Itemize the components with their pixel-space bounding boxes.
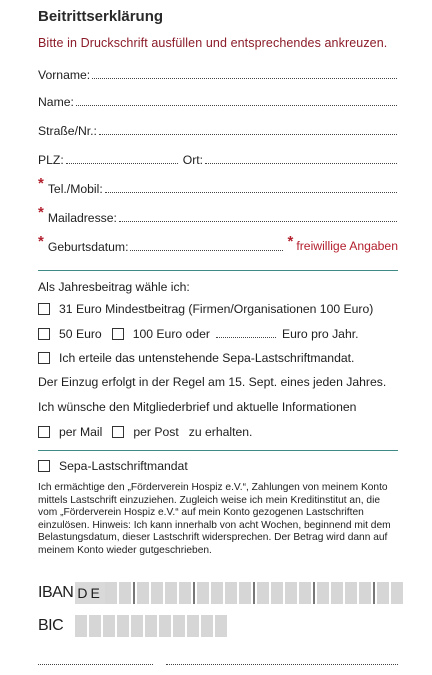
bic-digit-box[interactable]: [103, 615, 115, 637]
iban-digit-box[interactable]: [225, 582, 237, 604]
strasse-line[interactable]: [99, 133, 397, 135]
iban-digit-box[interactable]: [165, 582, 177, 604]
iban-digit-box[interactable]: [285, 582, 297, 604]
iban-digit-box[interactable]: [377, 582, 389, 604]
option-50-label: 50 Euro: [59, 327, 102, 341]
optional-star-icon: *: [287, 233, 294, 250]
newsletter-text: Ich wünsche den Mitgliederbrief und aktuelle Informationen: [38, 400, 357, 414]
plz-ort-field[interactable]: [38, 149, 398, 167]
iban-digit-box[interactable]: [359, 582, 371, 604]
optional-star-icon: *: [38, 204, 44, 221]
iban-digit-box[interactable]: [317, 582, 329, 604]
iban-group-separator: [193, 582, 195, 604]
optional-note-text: freiwillige Angaben: [296, 239, 398, 253]
option-min-checkbox[interactable]: [38, 303, 50, 315]
name-field[interactable]: [38, 91, 398, 109]
bic-digit-box[interactable]: [215, 615, 227, 637]
bic-digit-box[interactable]: [173, 615, 185, 637]
newsletter-options-row: [38, 425, 412, 439]
iban-group-separator: [133, 582, 135, 604]
plz-label: PLZ:: [38, 153, 64, 167]
signature-line[interactable]: [166, 663, 398, 665]
ort-line[interactable]: [205, 162, 397, 164]
sepa-option-row: [38, 351, 412, 365]
bic-label: BIC: [38, 617, 64, 634]
iban-digit-box[interactable]: [119, 582, 131, 604]
iban-digit-box[interactable]: [151, 582, 163, 604]
vorname-label: Vorname:: [38, 68, 91, 82]
option-100-checkbox[interactable]: [112, 328, 124, 340]
section-divider: [38, 270, 398, 271]
option-min-row: [38, 302, 412, 316]
sepa-option-label: Ich erteile das untenstehende Sepa-Lastschriftmandat.: [59, 351, 355, 365]
geburtsdatum-line[interactable]: [130, 249, 282, 251]
form-title: Beitrittserklärung: [38, 8, 164, 25]
geburtsdatum-label: Geburtsdatum:: [47, 240, 129, 254]
optional-star-icon: *: [38, 233, 44, 250]
tel-label: Tel./Mobil:: [47, 182, 103, 196]
name-label: Name:: [38, 95, 74, 109]
iban-digit-box[interactable]: [391, 582, 403, 604]
ort-label: Ort:: [182, 153, 204, 167]
iban-field[interactable]: [38, 581, 405, 605]
iban-group-separator: [253, 582, 255, 604]
sepa-option-checkbox[interactable]: [38, 352, 50, 364]
optional-note: [287, 233, 398, 254]
sepa-title: Sepa-Lastschriftmandat: [59, 459, 188, 473]
sepa-mandate-checkbox[interactable]: [38, 460, 50, 472]
plz-line[interactable]: [66, 162, 178, 164]
vorname-field[interactable]: [38, 64, 398, 82]
iban-digit-box[interactable]: [105, 582, 117, 604]
bic-digit-box[interactable]: [131, 615, 143, 637]
iban-digit-box[interactable]: [299, 582, 311, 604]
zu-erhalten-label: zu erhalten.: [188, 425, 253, 439]
iban-digit-box[interactable]: [331, 582, 343, 604]
iban-digit-box[interactable]: [211, 582, 223, 604]
form-hint: Bitte in Druckschrift ausfüllen und entsprechendes ankreuzen.: [38, 36, 388, 50]
iban-digit-box[interactable]: [239, 582, 251, 604]
bic-field[interactable]: [38, 614, 229, 638]
iban-digit-box[interactable]: [271, 582, 283, 604]
bic-digit-box[interactable]: [75, 615, 87, 637]
tel-field[interactable]: [38, 175, 398, 196]
sepa-mandate-text: Ich ermächtige den „Förderverein Hospiz e.V.“, Zahlungen von meinem Konto mittels Lastschrift einzuziehen. Zugleich weise ich mein Kreditinstitut an, die vom „Förderverein Hospiz e.V.“ auf mein Konto gezogenen Lastschriften einzulösen. Hinweis: Ich kann innerhalb von acht Wochen, beginnend mit dem Belastungsdatum, dieser Lastschrift widersprechen. Der Betrag wird dann auf meinem Konto wieder gutgeschrieben.: [38, 482, 391, 556]
einzug-text: Der Einzug erfolgt in der Regel am 15. Sept. eines jeden Jahres.: [38, 375, 387, 389]
vorname-line[interactable]: [92, 77, 397, 79]
bic-digit-box[interactable]: [187, 615, 199, 637]
option-min-label: 31 Euro Mindestbeitrag (Firmen/Organisationen 100 Euro): [59, 302, 374, 316]
geburtsdatum-field[interactable]: [38, 233, 398, 254]
mail-line[interactable]: [119, 220, 397, 222]
bic-digit-box[interactable]: [201, 615, 213, 637]
tel-line[interactable]: [105, 191, 397, 193]
mail-label: Mailadresse:: [47, 211, 117, 225]
iban-country-prefix: DE: [75, 582, 104, 604]
iban-digit-box[interactable]: [137, 582, 149, 604]
per-post-label: per Post: [133, 425, 179, 439]
option-amount-row: [38, 327, 412, 341]
per-year-label: Euro pro Jahr.: [281, 327, 359, 341]
option-50-checkbox[interactable]: [38, 328, 50, 340]
sepa-title-row: [38, 459, 412, 473]
bic-digit-box[interactable]: [145, 615, 157, 637]
optional-star-icon: *: [38, 175, 44, 192]
strasse-field[interactable]: [38, 120, 398, 138]
iban-group-separator: [313, 582, 315, 604]
bic-digit-box[interactable]: [117, 615, 129, 637]
per-mail-checkbox[interactable]: [38, 426, 50, 438]
beitrag-heading: Als Jahresbeitrag wähle ich:: [38, 280, 190, 294]
option-100-label: 100 Euro oder: [132, 327, 210, 341]
iban-digit-box[interactable]: [197, 582, 209, 604]
bic-digit-box[interactable]: [159, 615, 171, 637]
iban-digit-box[interactable]: [257, 582, 269, 604]
iban-group-separator: [373, 582, 375, 604]
per-mail-label: per Mail: [59, 425, 103, 439]
custom-amount-line[interactable]: [216, 337, 276, 338]
iban-label: IBAN: [38, 584, 74, 601]
date-place-line[interactable]: [38, 663, 153, 665]
bic-digit-box[interactable]: [89, 615, 101, 637]
per-post-checkbox[interactable]: [112, 426, 124, 438]
section-divider: [38, 450, 398, 451]
iban-digit-box[interactable]: [345, 582, 357, 604]
name-line[interactable]: [76, 104, 397, 106]
strasse-label: Straße/Nr.:: [38, 124, 97, 138]
mail-field[interactable]: [38, 204, 398, 225]
iban-digit-box[interactable]: [179, 582, 191, 604]
